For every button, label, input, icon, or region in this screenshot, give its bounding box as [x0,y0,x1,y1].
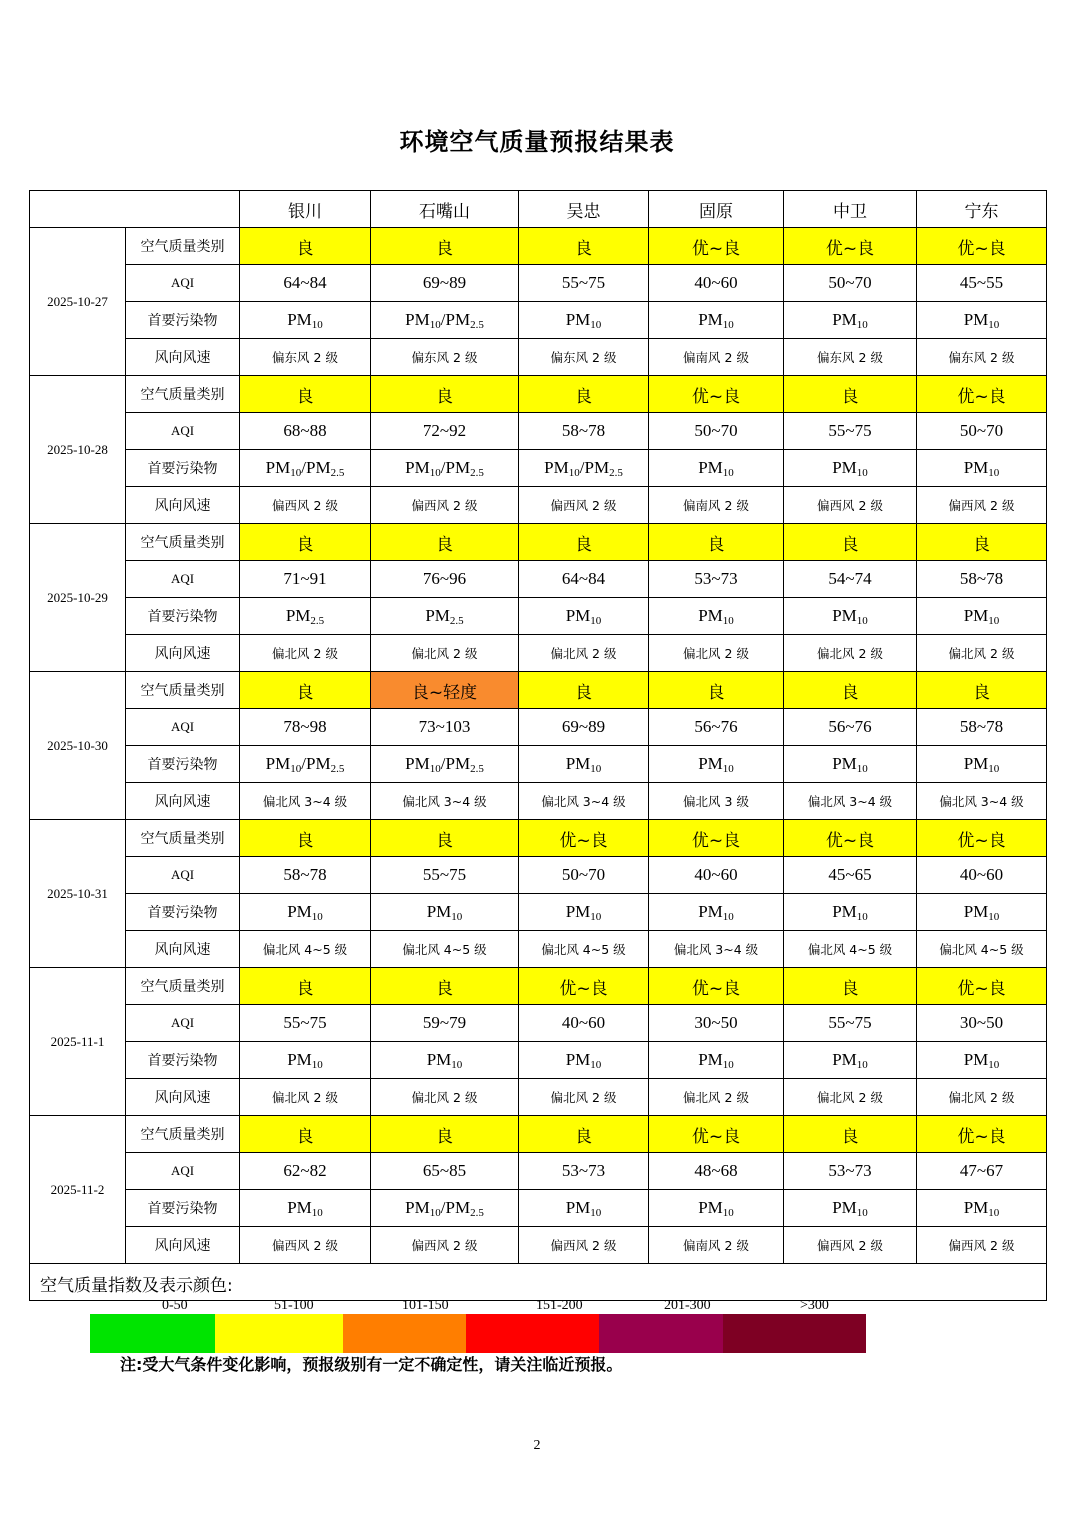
pollutant-cell: $PM_{10}$ [240,302,371,339]
row-label-aqi: AQI [126,561,240,598]
legend-range-label: 201-300 [664,1298,711,1313]
city-header: 中卫 [784,191,917,228]
aqi-cell: 58~78 [519,413,649,450]
wind-cell: 偏北风 2 级 [917,1079,1047,1116]
page-title: 环境空气质量预报结果表 [399,128,675,156]
pollutant-cell: $PM_{10}$ [519,1190,649,1227]
aqi-cell: 55~75 [519,265,649,302]
wind-cell: 偏北风 2 级 [917,635,1047,672]
category-cell: 良 [649,672,784,709]
wind-cell: 偏北风 3~4 级 [784,783,917,820]
pollutant-cell: $PM_{10}$ [649,302,784,339]
pollutant-cell: $PM_{10}$ [371,1042,519,1079]
wind-cell: 偏北风 3~4 级 [371,783,519,820]
aqi-cell: 50~70 [917,413,1047,450]
category-cell: 良 [519,376,649,413]
forecast-row-pollutant [30,598,1047,635]
aqi-cell: 59~79 [371,1005,519,1042]
category-cell: 良 [519,672,649,709]
forecast-row-pollutant [30,1190,1047,1227]
aqi-cell: 45~55 [917,265,1047,302]
category-cell: 良 [240,820,371,857]
row-label-wind: 风向风速 [126,339,240,376]
wind-cell: 偏北风 2 级 [649,635,784,672]
aqi-cell: 30~50 [649,1005,784,1042]
wind-cell: 偏西风 2 级 [240,1227,371,1264]
forecast-row-aqi [30,265,1047,302]
aqi-cell: 40~60 [917,857,1047,894]
category-cell: 良 [371,820,519,857]
row-label-pollutant: 首要污染物 [126,598,240,635]
header-row [30,191,1047,228]
city-header: 银川 [240,191,371,228]
row-label-pollutant: 首要污染物 [126,1042,240,1079]
forecast-row-wind [30,783,1047,820]
row-label-aqi: AQI [126,265,240,302]
pollutant-cell: $PM_{10}$ [240,1190,371,1227]
category-cell: 良 [371,968,519,1005]
category-cell: 良 [519,1116,649,1153]
category-cell: 优~良 [649,1116,784,1153]
aqi-cell: 58~78 [917,561,1047,598]
category-cell: 良 [917,524,1047,561]
category-cell: 良 [519,524,649,561]
pollutant-cell: $PM_{10}$ [917,894,1047,931]
aqi-cell: 47~67 [917,1153,1047,1190]
city-header: 固原 [649,191,784,228]
category-cell: 良 [649,524,784,561]
category-cell: 良 [784,968,917,1005]
pollutant-cell: $PM_{10}$ [784,1190,917,1227]
wind-cell: 偏北风 2 级 [649,1079,784,1116]
category-cell: 良 [519,228,649,265]
pollutant-cell: $PM_{10}$ [784,450,917,487]
wind-cell: 偏南风 2 级 [649,1227,784,1264]
category-cell: 优~良 [519,968,649,1005]
pollutant-cell: $PM_{10}$ [784,598,917,635]
pollutant-cell: $PM_{10}$ [917,746,1047,783]
wind-cell: 偏北风 4~5 级 [917,931,1047,968]
legend-range-label: 51-100 [274,1298,314,1313]
wind-cell: 偏北风 2 级 [519,1079,649,1116]
category-cell: 良 [371,376,519,413]
category-cell: 良 [371,228,519,265]
row-label-category: 空气质量类别 [126,524,240,561]
category-cell: 优~良 [649,968,784,1005]
category-cell: 优~良 [917,228,1047,265]
aqi-cell: 40~60 [649,265,784,302]
pollutant-cell: $PM_{10}$ [917,598,1047,635]
aqi-cell: 53~73 [784,1153,917,1190]
pollutant-cell: $PM_{10}/PM_{2.5}$ [240,746,371,783]
legend-swatch-maroon [723,1314,866,1353]
row-label-aqi: AQI [126,1153,240,1190]
wind-cell: 偏北风 2 级 [784,635,917,672]
aqi-cell: 58~78 [240,857,371,894]
forecast-row-aqi [30,413,1047,450]
category-cell: 良 [371,524,519,561]
category-cell: 优~良 [784,820,917,857]
wind-cell: 偏北风 3~4 级 [519,783,649,820]
pollutant-cell: $PM_{10}$ [240,1042,371,1079]
aqi-cell: 55~75 [784,1005,917,1042]
wind-cell: 偏西风 2 级 [371,1227,519,1264]
pollutant-cell: $PM_{10}$ [240,894,371,931]
forecast-row-pollutant [30,894,1047,931]
pollutant-cell: $PM_{10}$ [649,1042,784,1079]
category-cell: 优~良 [917,820,1047,857]
date-cell: 2025-10-30 [30,672,126,820]
pollutant-cell: $PM_{10}$ [917,1042,1047,1079]
row-label-wind: 风向风速 [126,1079,240,1116]
row-label-pollutant: 首要污染物 [126,450,240,487]
legend-range-label: 0-50 [162,1298,188,1313]
row-label-category: 空气质量类别 [126,820,240,857]
row-label-category: 空气质量类别 [126,1116,240,1153]
header-corner [30,191,240,228]
pollutant-cell: $PM_{2.5}$ [371,598,519,635]
aqi-cell: 73~103 [371,709,519,746]
row-label-wind: 风向风速 [126,635,240,672]
category-cell: 优~良 [519,820,649,857]
legend-range-label: 101-150 [402,1298,449,1313]
category-cell: 优~良 [784,228,917,265]
wind-cell: 偏北风 3~4 级 [240,783,371,820]
legend-swatch-red [466,1314,599,1353]
wind-cell: 偏北风 2 级 [371,635,519,672]
city-header: 石嘴山 [371,191,519,228]
category-cell: 优~良 [917,1116,1047,1153]
pollutant-cell: $PM_{10}$ [519,302,649,339]
category-cell: 良 [784,524,917,561]
aqi-cell: 55~75 [784,413,917,450]
category-cell: 良 [784,672,917,709]
row-label-category: 空气质量类别 [126,672,240,709]
forecast-row-category [30,376,1047,413]
pollutant-cell: $PM_{10}$ [649,746,784,783]
aqi-cell: 71~91 [240,561,371,598]
wind-cell: 偏北风 4~5 级 [371,931,519,968]
row-label-category: 空气质量类别 [126,376,240,413]
aqi-cell: 53~73 [649,561,784,598]
aqi-cell: 56~76 [784,709,917,746]
wind-cell: 偏东风 2 级 [917,339,1047,376]
legend-swatch-orange [343,1314,466,1353]
forecast-row-wind [30,1227,1047,1264]
aqi-cell: 69~89 [519,709,649,746]
forecast-row-aqi [30,857,1047,894]
legend-swatch-yellow [215,1314,343,1353]
aqi-cell: 76~96 [371,561,519,598]
pollutant-cell: $PM_{10}/PM_{2.5}$ [371,1190,519,1227]
aqi-cell: 50~70 [784,265,917,302]
row-label-aqi: AQI [126,413,240,450]
legend-range-label: 151-200 [536,1298,583,1313]
wind-cell: 偏北风 4~5 级 [240,931,371,968]
forecast-row-category [30,672,1047,709]
wind-cell: 偏西风 2 级 [240,487,371,524]
date-cell: 2025-10-28 [30,376,126,524]
category-cell: 良 [917,672,1047,709]
row-label-category: 空气质量类别 [126,228,240,265]
row-label-pollutant: 首要污染物 [126,302,240,339]
row-label-pollutant: 首要污染物 [126,746,240,783]
pollutant-cell: $PM_{10}$ [519,1042,649,1079]
date-cell: 2025-10-31 [30,820,126,968]
wind-cell: 偏东风 2 级 [371,339,519,376]
aqi-cell: 45~65 [784,857,917,894]
pollutant-cell: $PM_{10}/PM_{2.5}$ [519,450,649,487]
wind-cell: 偏北风 3 级 [649,783,784,820]
legend-swatch-green [90,1314,215,1353]
pollutant-cell: $PM_{10}$ [917,1190,1047,1227]
forecast-table [29,190,1047,1313]
wind-cell: 偏北风 2 级 [519,635,649,672]
wind-cell: 偏西风 2 级 [371,487,519,524]
row-label-pollutant: 首要污染物 [126,894,240,931]
forecast-row-pollutant [30,302,1047,339]
city-header: 宁东 [917,191,1047,228]
forecast-row-wind [30,1079,1047,1116]
date-cell: 2025-10-29 [30,524,126,672]
wind-cell: 偏西风 2 级 [784,487,917,524]
pollutant-cell: $PM_{10}$ [649,450,784,487]
row-label-wind: 风向风速 [126,783,240,820]
pollutant-cell: $PM_{10}$ [784,1042,917,1079]
forecast-row-category [30,820,1047,857]
pollutant-cell: $PM_{10}/PM_{2.5}$ [371,746,519,783]
forecast-row-category [30,968,1047,1005]
wind-cell: 偏东风 2 级 [240,339,371,376]
pollutant-cell: $PM_{10}/PM_{2.5}$ [371,450,519,487]
forecast-row-wind [30,635,1047,672]
legend-color-bar [90,1314,866,1353]
pollutant-cell: $PM_{10}/PM_{2.5}$ [371,302,519,339]
date-cell: 2025-10-27 [30,228,126,376]
aqi-cell: 56~76 [649,709,784,746]
legend-swatch-purple [599,1314,723,1353]
wind-cell: 偏西风 2 级 [519,1227,649,1264]
category-cell: 良 [371,1116,519,1153]
category-cell: 良~轻度 [371,672,519,709]
aqi-cell: 50~70 [519,857,649,894]
forecast-row-wind [30,487,1047,524]
aqi-cell: 58~78 [917,709,1047,746]
wind-cell: 偏北风 4~5 级 [784,931,917,968]
wind-cell: 偏西风 2 级 [784,1227,917,1264]
wind-cell: 偏北风 3~4 级 [649,931,784,968]
category-cell: 良 [240,524,371,561]
forecast-note: 注:受大气条件变化影响，预报级别有一定不确定性，请关注临近预报。 [120,1355,623,1374]
pollutant-cell: $PM_{10}$ [519,894,649,931]
wind-cell: 偏北风 2 级 [240,635,371,672]
pollutant-cell: $PM_{10}/PM_{2.5}$ [240,450,371,487]
aqi-cell: 40~60 [519,1005,649,1042]
pollutant-cell: $PM_{10}$ [519,746,649,783]
wind-cell: 偏东风 2 级 [519,339,649,376]
pollutant-cell: $PM_{10}$ [371,894,519,931]
row-label-aqi: AQI [126,857,240,894]
wind-cell: 偏北风 2 级 [240,1079,371,1116]
row-label-wind: 风向风速 [126,931,240,968]
aqi-cell: 40~60 [649,857,784,894]
forecast-row-category [30,1116,1047,1153]
aqi-cell: 54~74 [784,561,917,598]
wind-cell: 偏北风 2 级 [371,1079,519,1116]
aqi-cell: 64~84 [519,561,649,598]
city-header: 吴忠 [519,191,649,228]
aqi-cell: 53~73 [519,1153,649,1190]
pollutant-cell: $PM_{10}$ [784,894,917,931]
forecast-row-category [30,524,1047,561]
aqi-cell: 50~70 [649,413,784,450]
aqi-cell: 30~50 [917,1005,1047,1042]
wind-cell: 偏北风 3~4 级 [917,783,1047,820]
pollutant-cell: $PM_{10}$ [519,598,649,635]
aqi-cell: 78~98 [240,709,371,746]
forecast-row-aqi [30,561,1047,598]
aqi-cell: 72~92 [371,413,519,450]
wind-cell: 偏北风 2 级 [784,1079,917,1116]
pollutant-cell: $PM_{10}$ [784,302,917,339]
category-cell: 良 [240,968,371,1005]
legend-title: 空气质量指数及表示颜色: [40,1276,233,1296]
legend [30,1264,1047,1313]
legend-row [30,1264,1047,1301]
pollutant-cell: $PM_{2.5}$ [240,598,371,635]
aqi-cell: 55~75 [371,857,519,894]
wind-cell: 偏西风 2 级 [917,1227,1047,1264]
page-number: 2 [533,1438,541,1453]
aqi-cell: 69~89 [371,265,519,302]
category-cell: 良 [240,672,371,709]
forecast-row-pollutant [30,450,1047,487]
date-cell: 2025-11-2 [30,1116,126,1264]
category-cell: 良 [784,376,917,413]
wind-cell: 偏西风 2 级 [519,487,649,524]
pollutant-cell: $PM_{10}$ [917,450,1047,487]
aqi-cell: 55~75 [240,1005,371,1042]
date-cell: 2025-11-1 [30,968,126,1116]
aqi-cell: 48~68 [649,1153,784,1190]
category-cell: 优~良 [649,228,784,265]
category-cell: 优~良 [917,376,1047,413]
forecast-row-aqi [30,1153,1047,1190]
aqi-cell: 62~82 [240,1153,371,1190]
row-label-aqi: AQI [126,709,240,746]
category-cell: 优~良 [917,968,1047,1005]
category-cell: 优~良 [649,376,784,413]
pollutant-cell: $PM_{10}$ [649,598,784,635]
category-cell: 良 [240,1116,371,1153]
category-cell: 优~良 [649,820,784,857]
row-label-wind: 风向风速 [126,487,240,524]
legend-range-label: >300 [800,1298,829,1313]
category-cell: 良 [784,1116,917,1153]
forecast-row-wind [30,931,1047,968]
pollutant-cell: $PM_{10}$ [649,894,784,931]
forecast-row-pollutant [30,1042,1047,1079]
forecast-row-aqi [30,709,1047,746]
row-label-aqi: AQI [126,1005,240,1042]
forecast-row-wind [30,339,1047,376]
wind-cell: 偏南风 2 级 [649,339,784,376]
row-label-wind: 风向风速 [126,1227,240,1264]
row-label-pollutant: 首要污染物 [126,1190,240,1227]
pollutant-cell: $PM_{10}$ [649,1190,784,1227]
forecast-row-aqi [30,1005,1047,1042]
wind-cell: 偏北风 4~5 级 [519,931,649,968]
aqi-cell: 68~88 [240,413,371,450]
aqi-cell: 65~85 [371,1153,519,1190]
wind-cell: 偏南风 2 级 [649,487,784,524]
wind-cell: 偏西风 2 级 [917,487,1047,524]
forecast-row-pollutant [30,746,1047,783]
wind-cell: 偏东风 2 级 [784,339,917,376]
forecast-row-category [30,228,1047,265]
category-cell: 良 [240,228,371,265]
category-cell: 良 [240,376,371,413]
aqi-cell: 64~84 [240,265,371,302]
pollutant-cell: $PM_{10}$ [917,302,1047,339]
row-label-category: 空气质量类别 [126,968,240,1005]
pollutant-cell: $PM_{10}$ [784,746,917,783]
